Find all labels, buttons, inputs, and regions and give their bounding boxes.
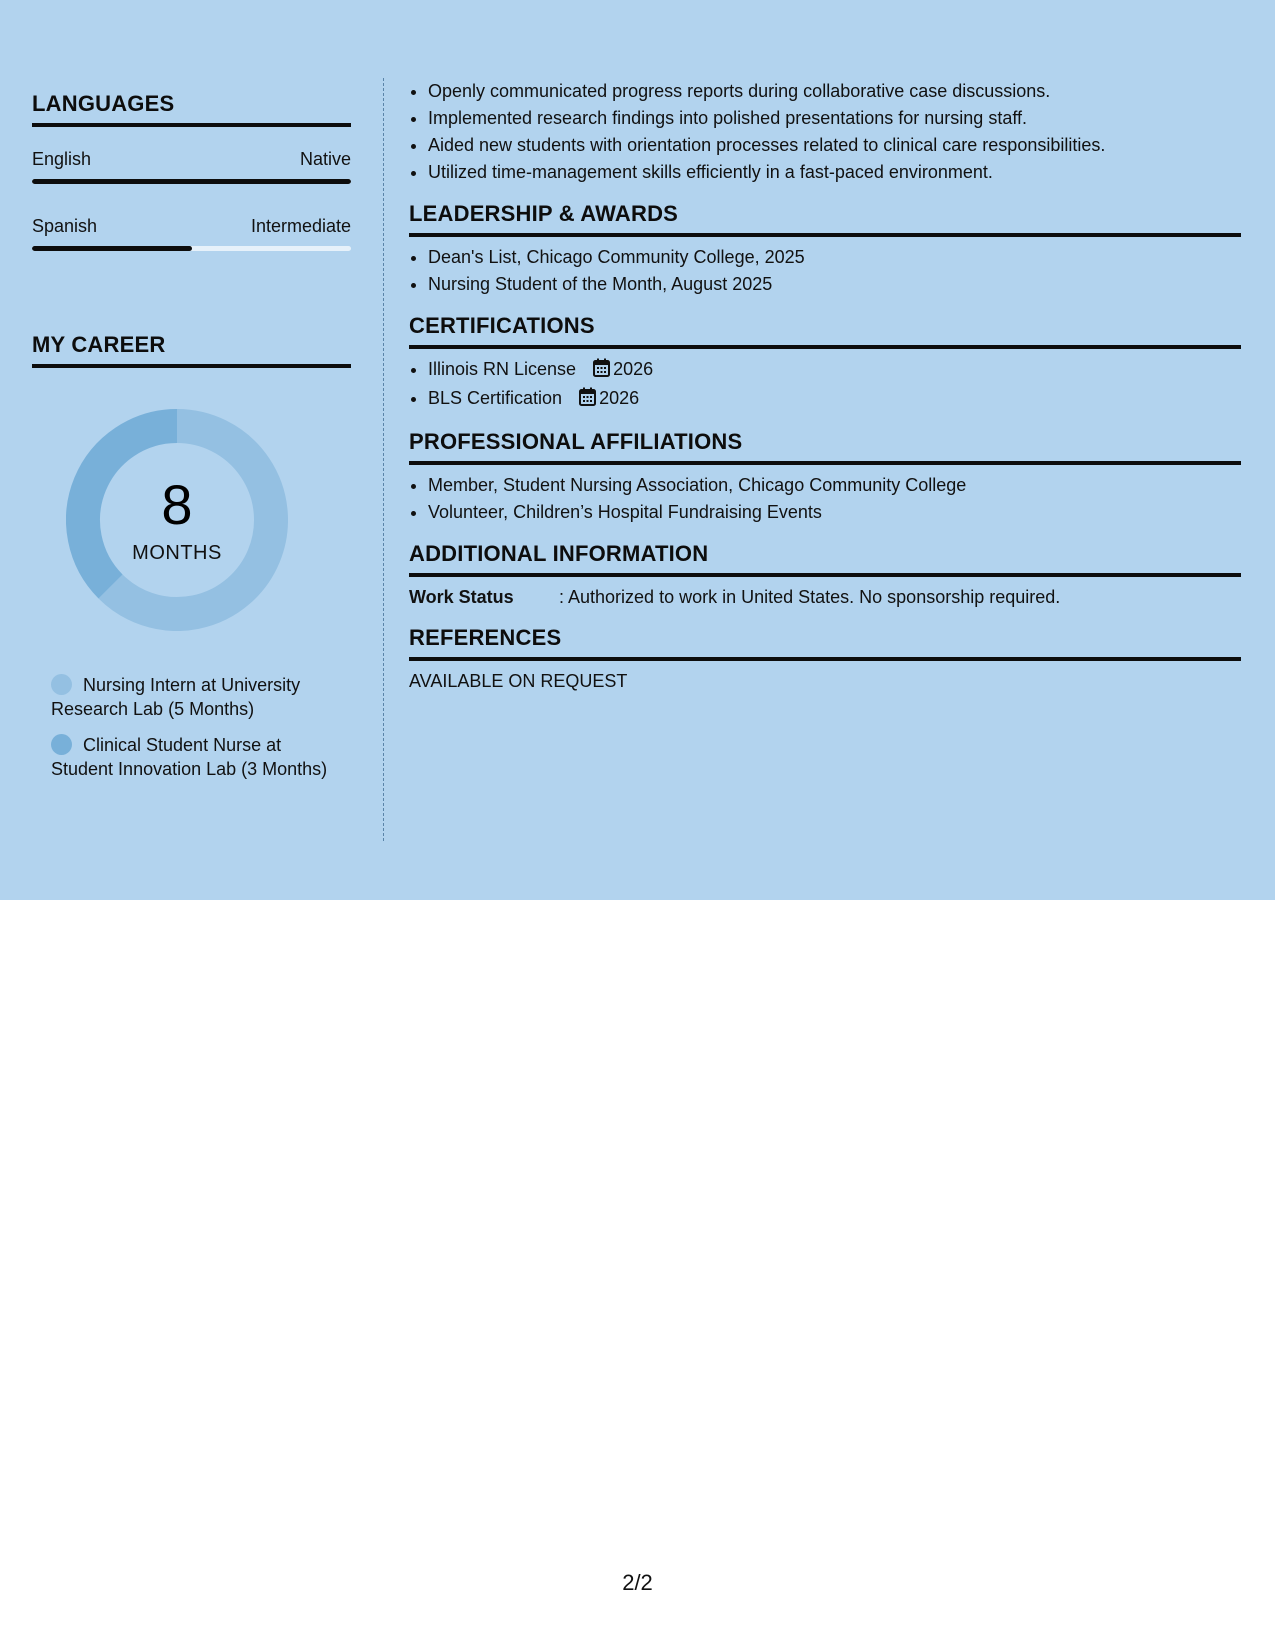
legend-label: Nursing Intern at University Research Lab (5 Months) [51, 675, 301, 719]
language-bar-fill [32, 179, 351, 184]
work-status-row [409, 584, 1241, 610]
language-name: Spanish [32, 216, 98, 236]
legend-dot-icon [51, 674, 72, 695]
legend-dot-icon [51, 734, 72, 755]
language-bar-track [32, 179, 351, 184]
certification-year: 2026 [613, 359, 654, 379]
list-item: • Dean's List, Chicago Community College, 2025 [428, 244, 1241, 271]
work-status-value: : Authorized to work in United States. No sponsorship required. [559, 587, 1061, 607]
work-status-label: Work Status [409, 587, 514, 607]
calendar-icon [579, 387, 596, 414]
certification-item [428, 385, 1241, 414]
leadership-section [409, 200, 1241, 298]
list-item: • Volunteer, Children’s Hospital Fundraising Events [428, 499, 1241, 526]
references-section [409, 624, 1241, 694]
list-item: • Nursing Student of the Month, August 2025 [428, 271, 1241, 298]
list-item: • Aided new students with orientation processes related to clinical care responsibilities. [428, 132, 1241, 159]
career-heading: MY CAREER [32, 331, 351, 368]
list-item: • Utilized time-management skills efficiently in a fast-paced environment. [428, 159, 1241, 186]
affiliations-section [409, 428, 1241, 526]
leadership-heading: LEADERSHIP & AWARDS [409, 200, 1241, 237]
main-column [409, 78, 1241, 694]
affiliations-heading: PROFESSIONAL AFFILIATIONS [409, 428, 1241, 465]
legend-item [51, 673, 331, 721]
experience-bullets [409, 78, 1241, 186]
languages-section [32, 90, 351, 251]
certifications-section [409, 312, 1241, 414]
career-total-unit: MONTHS [132, 542, 222, 564]
language-name: English [32, 149, 92, 169]
additional-info-section [409, 540, 1241, 610]
language-bar-track [32, 246, 351, 251]
language-bar-fill [32, 246, 192, 251]
career-total-number: 8 [161, 473, 193, 536]
certifications-heading: CERTIFICATIONS [409, 312, 1241, 349]
career-legend [51, 673, 331, 793]
legend-item [51, 733, 331, 781]
language-level: Intermediate [250, 216, 351, 236]
column-divider [383, 78, 384, 841]
certification-name: Illinois RN License [428, 359, 577, 379]
additional-info-heading: ADDITIONAL INFORMATION [409, 540, 1241, 577]
certification-name: BLS Certification [428, 388, 563, 408]
certification-year: 2026 [599, 388, 640, 408]
references-heading: REFERENCES [409, 624, 1241, 661]
calendar-icon [593, 358, 610, 385]
page-number: 2/2 [622, 1570, 653, 1595]
language-row-english [32, 147, 351, 184]
languages-heading: LANGUAGES [32, 90, 351, 127]
career-donut-chart [66, 409, 288, 631]
legend-label: Clinical Student Nurse at Student Innovation Lab (3 Months) [51, 735, 328, 779]
language-row-spanish [32, 214, 351, 251]
list-item: • Member, Student Nursing Association, Chicago Community College [428, 472, 1241, 499]
career-section [32, 331, 351, 779]
references-text: AVAILABLE ON REQUEST [409, 671, 628, 691]
list-item: • Implemented research findings into polished presentations for nursing staff. [428, 105, 1241, 132]
list-item: • Openly communicated progress reports during collaborative case discussions. [428, 78, 1241, 105]
language-level: Native [299, 149, 351, 169]
certification-item [428, 356, 1241, 385]
